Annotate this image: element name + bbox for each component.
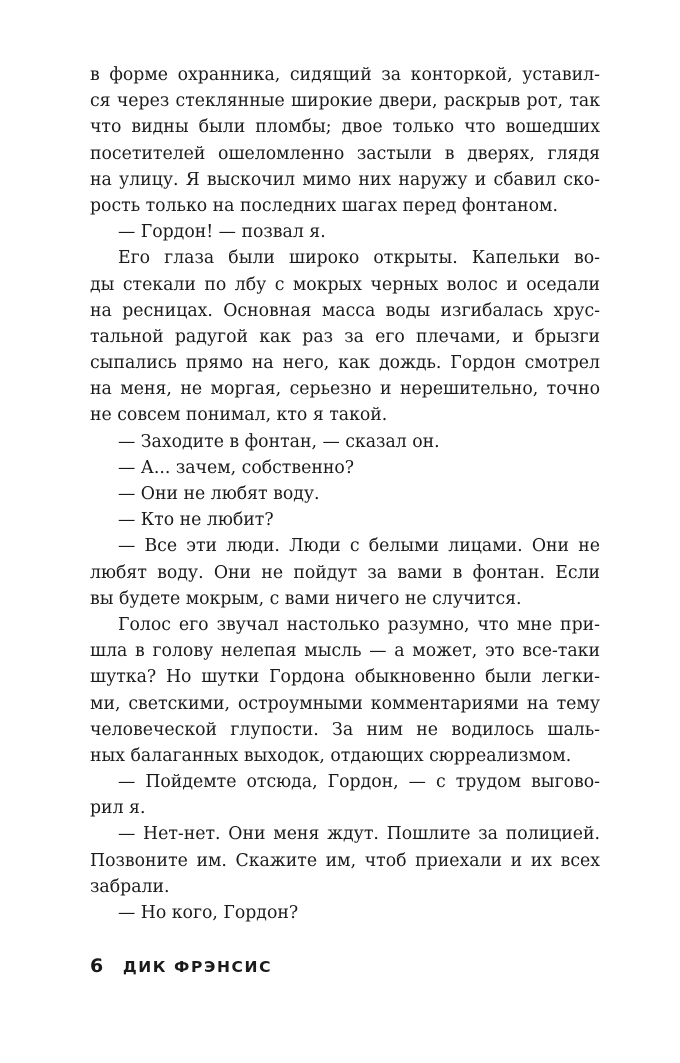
text-line: шла в голову нелепая мысль — а может, это все-таки [90,641,600,662]
running-head-author: ДИК ФРЭНСИС [122,958,273,976]
text-line: сыпались прямо на него, как дождь. Гордон смотрел [90,353,600,374]
text-line: что видны были пломбы; двое только что вошедших [90,117,600,138]
paragraph-first-line: — Гордон! — позвал я. [118,222,326,243]
text-line: вы будете мокрым, с вами ничего не случится. [90,588,522,609]
paragraph-first-line: — Пойдемте отсюда, Гордон, — с трудом выгово- [118,772,600,793]
paragraph-first-line: — Но кого, Гордон? [118,903,299,923]
page-number: 6 [90,955,104,977]
text-line: ды стекали по лбу с мокрых черных волос и оседали [90,274,600,295]
paragraph-first-line: — Кто не любит? [118,510,274,531]
text-line: не совсем понимал, кто я такой. [90,405,388,426]
paragraph-first-line: — Нет-нет. Они меня ждут. Пошлите за полицией. [118,824,600,845]
text-line: рость только на последних шагах перед фонтаном. [90,195,558,216]
text-line: на меня, не моргая, серьезно и нерешительно, точно [90,379,600,400]
text-line: ми, светскими, остроумными комментариями на тему [90,693,600,714]
paragraph-first-line: Голос его звучал настолько разумно, что мне при- [118,614,600,635]
text-line: на ресницах. Основная масса воды изгибалась хрус- [90,300,600,321]
text-line: ных балаганных выходок, отдающих сюрреализмом. [90,745,572,766]
text-line: забрали. [90,876,170,897]
text-line: Позвоните им. Скажите им, чтоб приехали и их всех [90,850,600,871]
paragraph-first-line: — Заходите в фонтан, — сказал он. [118,431,440,452]
text-line: на улицу. Я выскочил мимо них наружу и сбавил ско- [90,169,600,190]
text-line: любят воду. Они не пойдут за вами в фонтан. Если [90,562,600,583]
paragraph-first-line: — Все эти люди. Люди с белыми лицами. Они не [118,536,600,557]
page-footer [90,954,272,978]
text-line: ся через стеклянные широкие двери, раскрыв рот, так [90,91,600,112]
paragraph-first-line: — А... зачем, собственно? [118,457,355,478]
text-line: тальной радугой как раз за его плечами, и брызги [90,326,600,347]
paragraph-first-line: Его глаза были широко открыты. Капельки во- [118,248,600,269]
text-line: рил я. [90,798,146,819]
text-line: шутка? Но шутки Гордона обыкновенно были легки- [90,667,600,688]
text-line: человеческой глупости. За ним не водилось шаль- [90,719,600,740]
text-line: посетителей ошеломленно застыли в дверях, глядя [90,143,600,164]
paragraph-first-line: — Они не любят воду. [118,484,320,504]
paragraph-first-line: в форме охранника, сидящий за конторкой, уставил- [90,65,600,85]
page-body-text [90,62,600,926]
